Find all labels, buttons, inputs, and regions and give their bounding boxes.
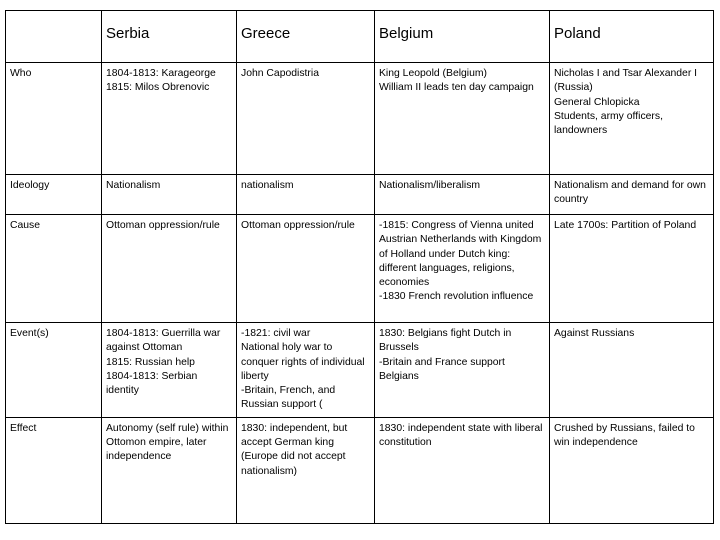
table-cell	[375, 323, 550, 418]
table-cell	[102, 323, 237, 418]
table-cell	[550, 63, 714, 175]
table-row	[6, 215, 714, 323]
cell-line: 1815: Milos Obrenovic	[106, 82, 210, 94]
table-row	[6, 175, 714, 215]
cell-line: 1804-1813: Karageorge	[106, 68, 216, 79]
cell-line: General Chlopicka	[554, 96, 640, 108]
cell-line: 1804-1813: Guerrilla war against Ottoman	[106, 328, 221, 354]
row-label-effect: Effect	[6, 417, 102, 523]
cell-line: -1830 French revolution influence	[379, 291, 534, 303]
table-row	[6, 63, 714, 175]
cell-line: National holy war to conquer rights of individual liberty	[241, 342, 365, 382]
cell-line: Nationalism/liberalism	[379, 180, 481, 191]
cell-line: 1804-1813: Serbian identity	[106, 370, 198, 397]
header-row	[6, 11, 714, 63]
cell-line: Nationalism	[106, 180, 161, 191]
cell-line: Ottoman oppression/rule	[106, 220, 220, 231]
header-cell-belgium: Belgium	[375, 11, 550, 63]
row-label-events: Event(s)	[6, 323, 102, 418]
table-cell	[375, 417, 550, 523]
cell-line: Nicholas I and Tsar Alexander I (Russia)	[554, 68, 698, 94]
table-cell	[375, 63, 550, 175]
cell-line: William II leads ten day campaign	[379, 82, 534, 94]
cell-line: John Capodistria	[241, 68, 319, 79]
header-cell-empty	[6, 11, 102, 63]
header-cell-poland: Poland	[550, 11, 714, 63]
table-row	[6, 323, 714, 418]
table-cell	[550, 417, 714, 523]
cell-line: -Britain and France support Belgians	[379, 356, 505, 382]
table-cell	[375, 215, 550, 323]
table-cell	[550, 323, 714, 418]
table-cell	[237, 215, 375, 323]
table-cell	[102, 417, 237, 523]
table-cell	[237, 63, 375, 175]
table-cell	[102, 175, 237, 215]
cell-line: Students, army officers, landowners	[554, 110, 663, 137]
row-label-ideology: Ideology	[6, 175, 102, 215]
comparison-table	[5, 10, 714, 524]
cell-line: -Britain, French, and Russian support (	[241, 385, 336, 411]
table-cell	[550, 215, 714, 323]
cell-line: Late 1700s: Partition of Poland	[554, 220, 697, 231]
table-cell	[375, 175, 550, 215]
cell-line: 1830: independent state with liberal constitution	[379, 422, 543, 449]
cell-line: King Leopold (Belgium)	[379, 68, 488, 79]
cell-line: Autonomy (self rule) within Ottomon empire, later independence	[106, 422, 229, 463]
table-cell	[102, 63, 237, 175]
header-cell-greece: Greece	[237, 11, 375, 63]
cell-line: 1830: Belgians fight Dutch in Brussels	[379, 328, 512, 354]
row-label-cause: Cause	[6, 215, 102, 323]
row-label-who: Who	[6, 63, 102, 175]
table-cell	[102, 215, 237, 323]
table-row	[6, 417, 714, 523]
table-cell	[237, 323, 375, 418]
cell-line: -1821: civil war	[241, 328, 311, 339]
cell-line: 1830: independent, but accept German king (Europe did not accept nationalism)	[241, 422, 348, 477]
cell-line: Against Russians	[554, 328, 635, 339]
header-cell-serbia: Serbia	[102, 11, 237, 63]
cell-line: Nationalism and demand for own country	[554, 180, 706, 206]
cell-line: nationalism	[241, 180, 294, 191]
table-cell	[550, 175, 714, 215]
cell-line: 1815: Russian help	[106, 356, 195, 368]
cell-line: Ottoman oppression/rule	[241, 220, 355, 231]
table-cell	[237, 175, 375, 215]
cell-line: Crushed by Russians, failed to win independence	[554, 422, 695, 449]
cell-line: -1815: Congress of Vienna united Austrian Netherlands with Kingdom of Holland under Dutch king: different languages, religions, economies	[379, 220, 542, 289]
table-cell	[237, 417, 375, 523]
